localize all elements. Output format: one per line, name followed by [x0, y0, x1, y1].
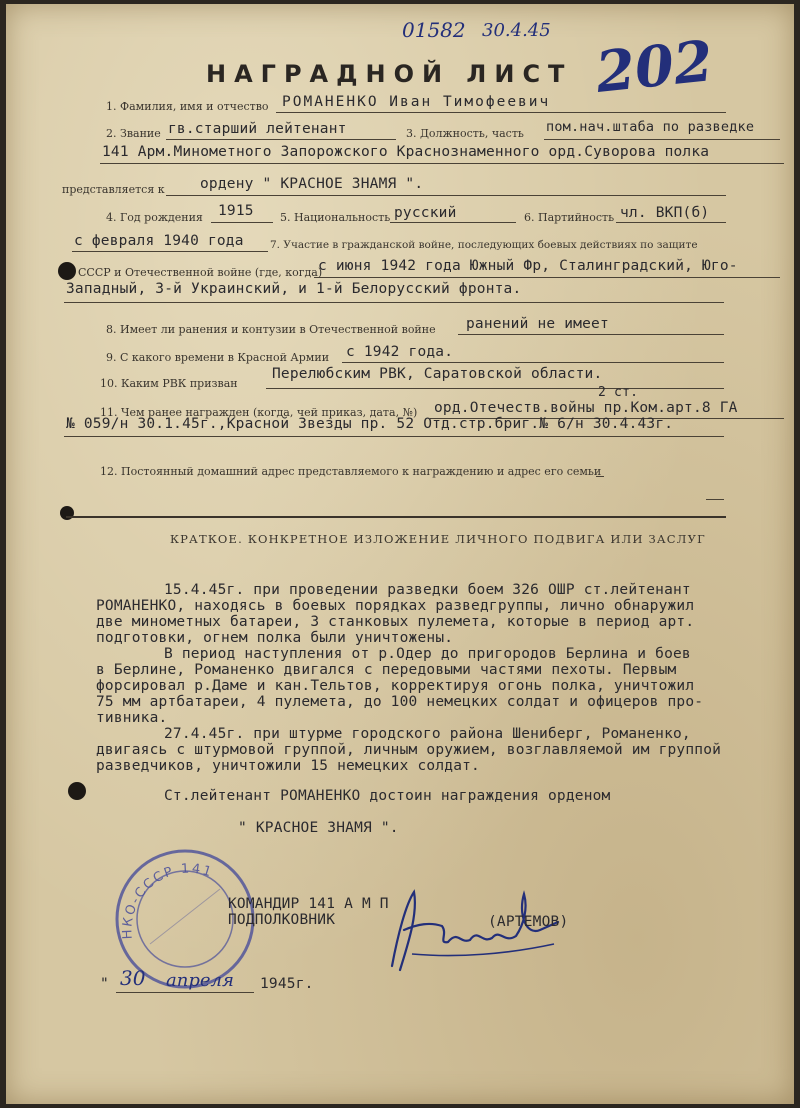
- narrative-line: две минометных батареи, 3 станковых пулемета, которые в период арт.: [96, 614, 695, 630]
- ref-number: 01582: [402, 18, 466, 42]
- field-4-label: 4. Год рождения: [106, 211, 203, 224]
- narrative-line: двигаясь с штурмовой группой, личным оружием, возглавляемой им группой: [96, 742, 722, 758]
- field-8-value: ранений не имеет: [466, 316, 609, 332]
- section-divider: [66, 516, 726, 518]
- stamp-text: НКО-СССР 141: [120, 861, 215, 940]
- narrative-line: " КРАСНОЕ ЗНАМЯ ".: [238, 820, 399, 836]
- punch-hole-top: [58, 262, 76, 280]
- field-9-label: 9. С какого времени в Красной Армии: [106, 351, 330, 364]
- field-5-value: русский: [394, 205, 457, 221]
- field-9-value: с 1942 года.: [346, 344, 454, 360]
- narrative-line: Ст.лейтенант РОМАНЕНКО достоин награждения орденом: [164, 788, 611, 804]
- date-day: 30: [120, 966, 146, 990]
- field-10-label: 10. Каким РВК призван: [100, 377, 238, 390]
- field-4-value: 1915: [218, 203, 254, 219]
- field-3-continued: 141 Арм.Минометного Запорожского Краснознаменного орд.Суворова полка: [102, 144, 710, 160]
- field-7-label-continued: СССР и Отечественной войне (где, когда): [78, 266, 323, 279]
- narrative-line: форсировал р.Даме и кан.Тельтов, корректируя огонь полка, уничтожил: [96, 678, 695, 694]
- field-6-label: 6. Партийность: [524, 211, 615, 224]
- narrative-line: тивника.: [96, 710, 168, 726]
- document-title: НАГРАДНОЙ ЛИСТ: [206, 60, 573, 88]
- narrative-line: 27.4.45г. при штурме городского района Шениберг, Романенко,: [164, 726, 691, 742]
- narrative-line: РОМАНЕНКО, находясь в боевых порядках разведгруппы, лично обнаружил: [96, 598, 695, 614]
- field-10-value: Перелюбским РВК, Саратовской области.: [272, 366, 603, 382]
- date-quote: ": [100, 976, 109, 992]
- narrative-line: 75 мм артбатареи, 4 пулемета, до 100 немецких солдат и офицеров про-: [96, 694, 704, 710]
- field-5-label: 5. Национальность: [280, 211, 391, 224]
- date-month: апреля: [166, 970, 234, 991]
- signature-position: КОМАНДИР 141 А М П: [228, 896, 389, 912]
- field-3-label: 3. Должность, часть: [406, 127, 524, 140]
- field-11-value: орд.Отечеств.войны пр.Ком.арт.8 ГА: [434, 400, 738, 416]
- field-11-label: 11. Чем ранее награжден (когда, чей приказ, дата, №): [100, 406, 418, 419]
- field-7-value: с июня 1942 года Южный Фр, Сталинградский, Юго-: [318, 258, 738, 274]
- field-3-value: пом.нач.штаба по разведке: [546, 119, 755, 135]
- big-number: 202: [592, 28, 717, 106]
- section-title: КРАТКОЕ. КОНКРЕТНОЕ ИЗЛОЖЕНИЕ ЛИЧНОГО ПОДВИГА ИЛИ ЗАСЛУГ: [170, 532, 706, 546]
- field-2-value: гв.старший лейтенант: [168, 121, 347, 137]
- field-12-label: 12. Постоянный домашний адрес представляемого к награждению и адрес его семьи: [100, 465, 602, 478]
- field-8-label: 8. Имеет ли ранения и контузии в Отечественной войне: [106, 323, 436, 336]
- narrative-line: в Берлине, Романенко двигался с передовыми частями пехоты. Первым: [96, 662, 677, 678]
- narrative-line: 15.4.45г. при проведении разведки боем 326 ОШР ст.лейтенант: [164, 582, 691, 598]
- field-7-label: 7. Участие в гражданской войне, последующих боевых действиях по защите: [270, 239, 698, 251]
- field-11-superscript: 2 ст.: [598, 385, 639, 400]
- presented-value: ордену " КРАСНОЕ ЗНАМЯ ".: [200, 176, 424, 192]
- field-2-label: 2. Звание: [106, 127, 161, 140]
- header-date: 30.4.45: [482, 20, 551, 41]
- narrative-line: подготовки, огнем полка были уничтожены.: [96, 630, 454, 646]
- punch-hole-bottom: [68, 782, 86, 800]
- field-7-value-continued: Западный, 3-й Украинский, и 1-й Белорусский фронта.: [66, 281, 522, 297]
- field-11-value-continued: № 059/н 30.1.45г.,Красной Звезды пр. 52 Отд.стр.бриг.№ 6/н 30.4.43г.: [66, 416, 674, 432]
- presented-label: представляется к: [62, 183, 165, 196]
- field-1-label: 1. Фамилия, имя и отчество: [106, 100, 269, 113]
- field-7-start-value: с февраля 1940 года: [74, 233, 244, 249]
- field-1-value: РОМАНЕНКО Иван Тимофеевич: [282, 94, 551, 110]
- narrative-line: разведчиков, уничтожили 15 немецких солдат.: [96, 758, 480, 774]
- date-year: 1945г.: [260, 976, 314, 992]
- narrative-line: В период наступления от р.Одер до пригородов Берлина и боев: [164, 646, 691, 662]
- signature-name: (АРТЕМОВ): [488, 914, 569, 930]
- field-6-value: чл. ВКП(б): [620, 205, 710, 221]
- signature-rank: ПОДПОЛКОВНИК: [228, 912, 336, 928]
- award-sheet: [6, 4, 794, 1104]
